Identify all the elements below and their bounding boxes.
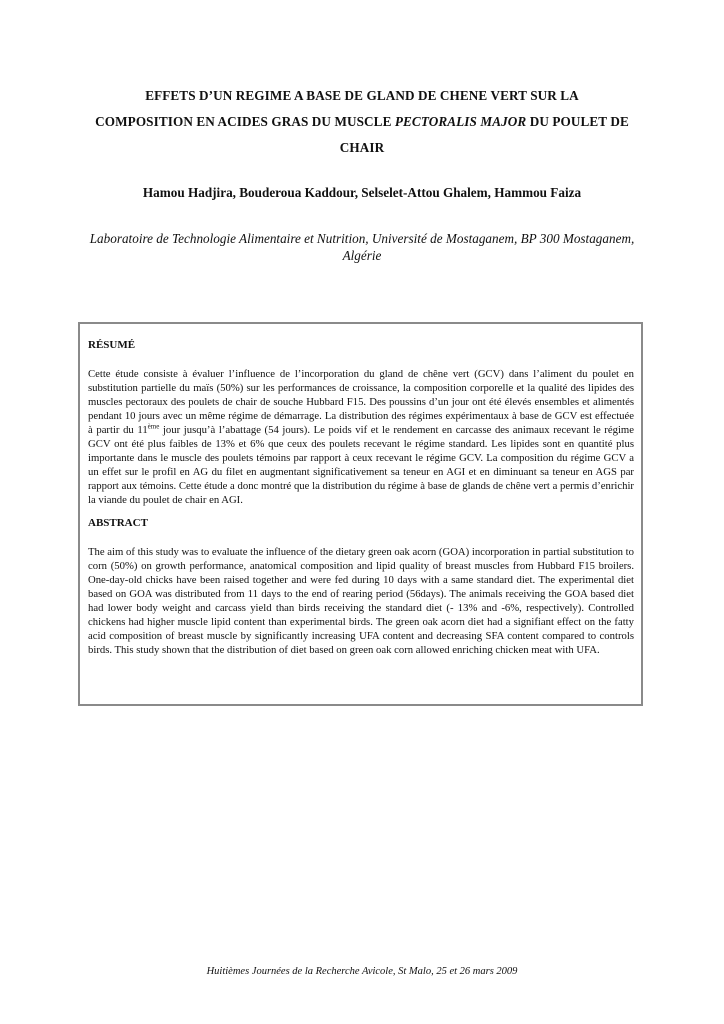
conference-footer: Huitièmes Journées de la Recherche Avicole, St Malo, 25 et 26 mars 2009 [206,966,518,977]
title-part-2: DU POULET DE CHAIR [339,114,629,155]
abstract-text: The aim of this study was to evaluate the influence of the dietary green oak acorn (GOA) incorporation in partial substitution to corn (50%) on growth performance, anatomical composition and lipid quality of breast muscles from Hubbard F15 broilers. One-day-old chicks have been raised together and were fed during 10 days with a same standard diet. The experimental diet based on GOA was distributed from 11 days to the end of rearing period (56days). The animals receiving the GOA based diet had lower body weight and carcass yield than birds receiving the standard diet (- 13% and -6%, respectively). Controlled chickens had higher muscle lipid content than experimental birds. The green oak acorn diet had a signifiant effect on the fatty acid composition of breast muscle by significantly increasing UFA content and decreasing SFA content compared to controls birds. This study shown that the distribution of diet based on green oak corn allowed enriching chicken meat with UFA. [88,546,634,656]
resume-text-part-1: Cette étude consiste à évaluer l’influence de l’incorporation du gland de chêne vert (GCV) dans l’aliment du poulet en substitution partielle du maïs (50%) sur les performances de croissance, la composition corporelle et la qualité des lipides des muscles pectoraux des poulets de chair de souche Hubbard F15. Des poussins d’un jour ont été élevés ensembles et alimentés pendant 10 jours avec un même régime de démarrage. La distribution des régimes expérimentaux à base de GCV est effectuée à partir du 11 [88,368,634,436]
title-italic-species: PECTORALIS MAJOR [394,114,527,129]
resume-text [88,367,634,507]
abstract-box [78,322,643,706]
resume-text-part-2: jour jusqu’à l’abattage (54 jours). Le poids vif et le rendement en carcasse des animaux recevant le régime GCV ont été plus faibles de 13% et 6% que ceux des poulets recevant le régime standard. Les lipides sont en quantité plus importante dans le muscle des poulets témoins par rapport à ceux recevant le régime GCV. La composition du régime GCV a un effet sur le profil en AG du filet en augmentant significativement sa teneur en AGI et en diminuant sa teneur en AGS par rapport aux témoins. Cette étude a donc montré que la distribution du régime à base de glands de chêne vert a permis d’enrichir la viande du poulet de chair en AGI. [88,424,634,506]
ordinal-superscript: ème [147,422,160,431]
author-list: Hamou Hadjira, Bouderoua Kaddour, Selselet-Attou Ghalem, Hammou Faiza [142,185,582,200]
paper-title [95,83,629,161]
abstract-heading: ABSTRACT [88,517,148,529]
affiliation: Laboratoire de Technologie Alimentaire et Nutrition, Université de Mostaganem, BP 300 Mostaganem, Algérie [89,231,635,263]
resume-heading: RÉSUMÉ [88,339,136,351]
title-part-1: EFFETS D’UN REGIME A BASE DE GLAND DE CHENE VERT SUR LA COMPOSITION EN ACIDES GRAS DU MUSCLE [95,88,579,129]
